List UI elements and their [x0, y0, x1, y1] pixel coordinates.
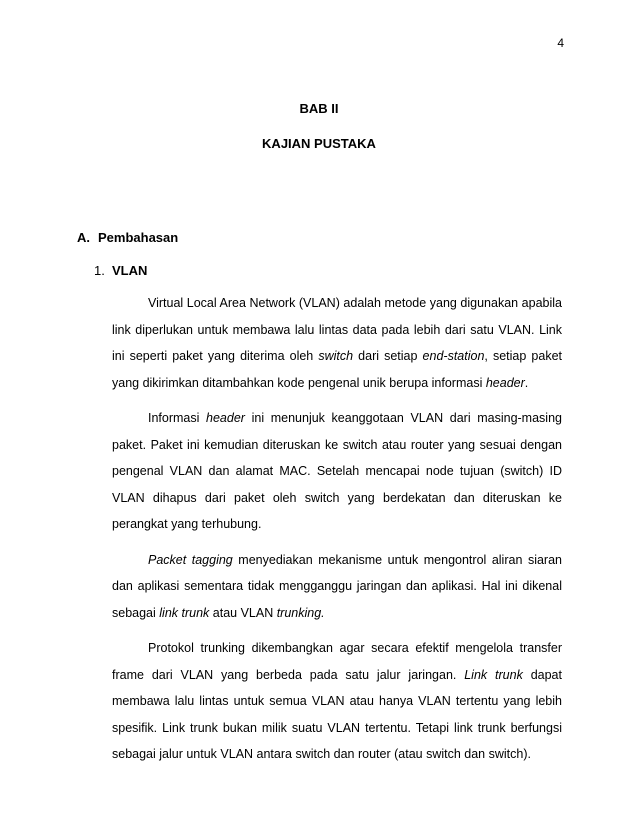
- subsection-heading: [94, 263, 147, 278]
- italic-term: Link trunk: [464, 667, 523, 682]
- italic-term: end-station: [422, 349, 485, 363]
- page-number: 4: [557, 36, 564, 50]
- body-text: [112, 290, 562, 768]
- paragraph: [112, 547, 562, 627]
- italic-term: link trunk: [159, 605, 210, 620]
- text-run: ini menunjuk keanggotaan VLAN dari masing-masing paket. Paket ini kemudian diteruskan ke switch atau router yang sesuai dengan pengenal VLAN dan alamat MAC. Setelah mencapai node tujuan (switch) ID VLAN dihapus dari paket oleh switch yang berdekatan dan diteruskan ke perangkat yang terhubung.: [112, 411, 562, 531]
- text-run: Informasi: [148, 411, 207, 425]
- italic-term: header: [206, 411, 245, 425]
- paragraph: [112, 635, 562, 768]
- italic-term: header: [485, 375, 525, 390]
- section-marker: A.: [77, 230, 90, 245]
- section-heading: [77, 230, 178, 245]
- text-run: .: [524, 375, 529, 390]
- italic-term: trunking.: [276, 605, 325, 620]
- text-run: atau VLAN: [209, 605, 277, 620]
- chapter-title: KAJIAN PUSTAKA: [262, 136, 376, 151]
- text-run: menyediakan mekanisme untuk mengontrol aliran siaran dan aplikasi sementara tidak mengganggu jaringan dan aplikasi. Hal ini dikenal sebagai: [112, 552, 562, 620]
- paragraph: [112, 405, 562, 538]
- paragraph: [112, 290, 562, 396]
- text-run: dari setiap: [353, 349, 423, 363]
- section-title: Pembahasan: [98, 230, 179, 245]
- text-run: Virtual Local Area Network (VLAN) adalah metode yang digunakan apabila link diperlukan untuk membawa lalu lintas data pada lebih dari satu VLAN. Link ini seperti paket yang diterima oleh: [112, 296, 562, 363]
- italic-term: Packet tagging: [148, 552, 233, 567]
- text-run: Protokol trunking dikembangkan agar secara efektif mengelola transfer frame dari VLAN yang berbeda pada satu jalur jaringan.: [112, 641, 562, 682]
- italic-term: switch: [318, 349, 354, 363]
- chapter-label: BAB II: [299, 101, 339, 116]
- subsection-title: VLAN: [112, 263, 148, 278]
- text-run: , setiap paket yang dikirimkan ditambahkan kode pengenal unik berupa informasi: [112, 349, 562, 390]
- subsection-number: 1.: [94, 263, 105, 278]
- text-run: dapat membawa lalu lintas untuk semua VLAN atau hanya VLAN tertentu yang lebih spesifik. Link trunk bukan milik suatu VLAN tertentu. Tetapi link trunk berfungsi sebagai jalur untuk VLAN antara switch dan router (atau switch dan switch).: [112, 667, 562, 761]
